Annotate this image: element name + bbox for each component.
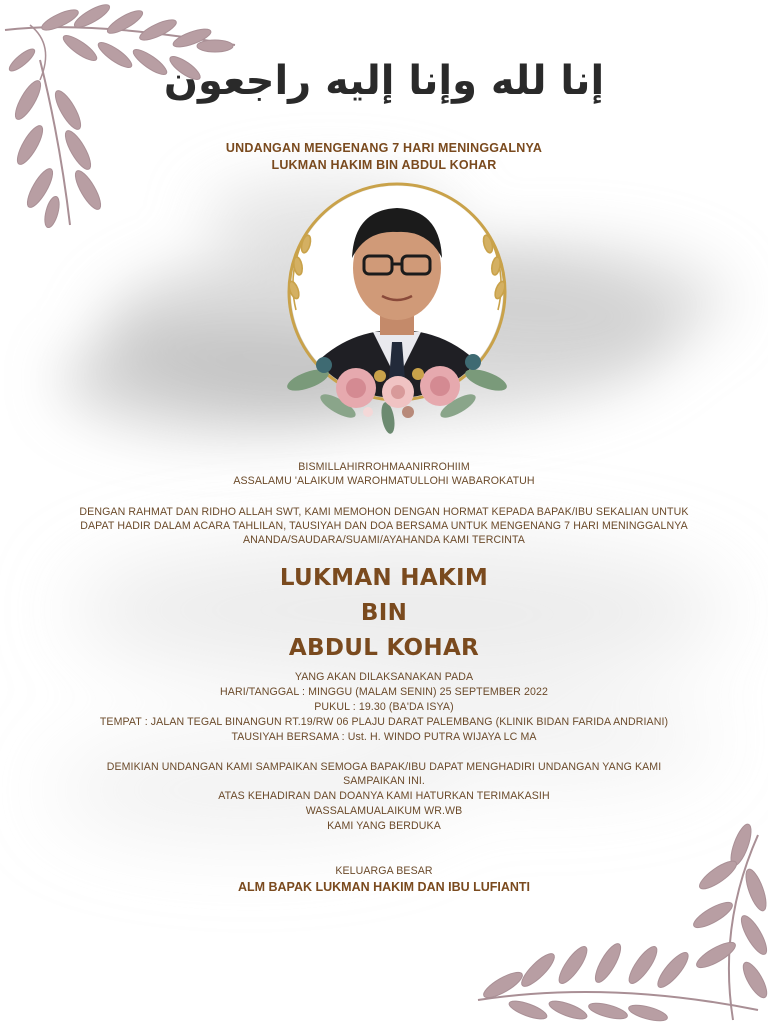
family-label: KELUARGA BESAR (335, 865, 433, 877)
intro-line3: ANANDA/SAUDARA/SUAMI/AYAHANDA KAMI TERCINTA (243, 534, 525, 546)
closing-line2: SAMPAIKAN INI. (343, 775, 425, 787)
closing-line3: ATAS KEHADIRAN DAN DOANYA KAMI HATURKAN TERIMAKASIH (218, 790, 550, 802)
arabic-calligraphy-heading: إنا لله وإنا إليه راجعون (163, 58, 605, 104)
deceased-name-line2: BIN (360, 600, 408, 626)
invitation-title-line1: UNDANGAN MENGENANG 7 HARI MENINGGALNYA (225, 141, 543, 155)
leaf-branch-top-left-decoration (0, 0, 250, 230)
closing-line5: KAMI YANG BERDUKA (327, 820, 441, 832)
event-intro: YANG AKAN DILAKSANAKAN PADA (294, 671, 474, 683)
portrait-floral-frame (268, 180, 526, 442)
invitation-title-line2: LUKMAN HAKIM BIN ABDUL KOHAR (271, 158, 497, 172)
family-names: ALM BAPAK LUKMAN HAKIM DAN IBU LUFIANTI (237, 880, 531, 894)
greeting-salam: ASSALAMU 'ALAIKUM WAROHMATULLOHI WABAROKATUH (233, 475, 535, 487)
event-time: PUKUL : 19.30 (BA'DA ISYA) (314, 701, 454, 713)
intro-line1: DENGAN RAHMAT DAN RIDHO ALLAH SWT, KAMI MEMOHON DENGAN HORMAT KEPADA BAPAK/IBU SEKALIAN UNTUK (79, 506, 689, 518)
greeting-bismillah: BISMILLAHIRROHMAANIRROHIIM (298, 461, 470, 473)
event-speaker: TAUSIYAH BERSAMA : Ust. H. WINDO PUTRA WIJAYA LC MA (231, 731, 537, 743)
deceased-name-line3: ABDUL KOHAR (288, 635, 480, 661)
event-place: TEMPAT : JALAN TEGAL BINANGUN RT.19/RW 06 PLAJU DARAT PALEMBANG (KLINIK BIDAN FARIDA ANDRIANI) (99, 716, 669, 728)
deceased-name-line1: LUKMAN HAKIM (279, 565, 489, 591)
closing-line4: WASSALAMUALAIKUM WR.WB (305, 805, 463, 817)
event-date: HARI/TANGGAL : MINGGU (MALAM SENIN) 25 SEPTEMBER 2022 (220, 686, 548, 698)
intro-line2: DAPAT HADIR DALAM ACARA TAHLILAN, TAUSIYAH DAN DOA BERSAMA UNTUK MENGENANG 7 HARI MENINGGALNYA (80, 520, 688, 532)
closing-line1: DEMIKIAN UNDANGAN KAMI SAMPAIKAN SEMOGA BAPAK/IBU DAPAT MENGHADIRI UNDANGAN YANG KAMI (106, 761, 662, 773)
leaf-branch-bottom-right-decoration (458, 815, 768, 1024)
